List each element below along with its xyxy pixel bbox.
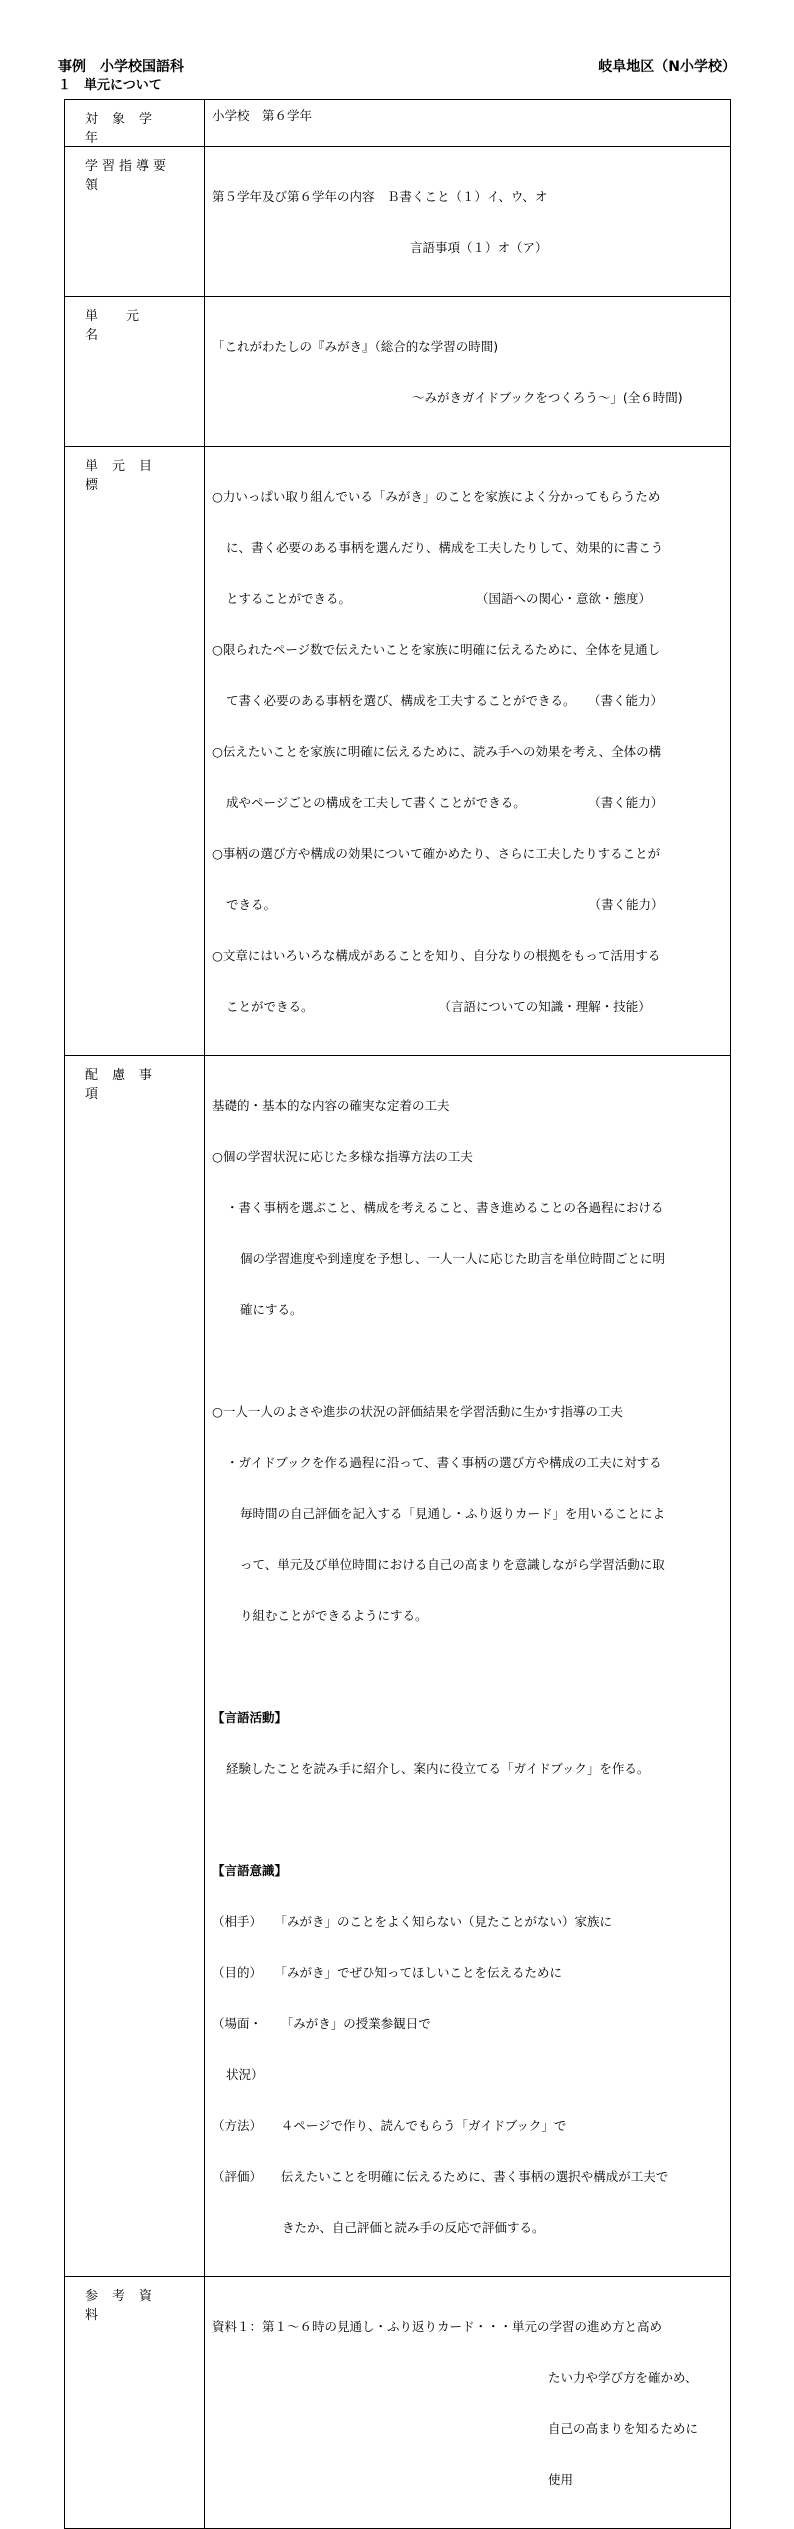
considerations-body — [205, 1056, 730, 2276]
awareness-line: （方法） ４ページで作り、読んでもらう「ガイドブック」で — [212, 2118, 567, 2133]
target-value: 小学校 第６学年 — [212, 108, 313, 123]
label-references-text: 参考資料 — [85, 2289, 167, 2323]
awareness-line: （目的） 「みがき」でぜひ知ってほしいことを伝えるために — [212, 1965, 563, 1980]
row-considerations — [65, 1056, 731, 2277]
goal-line: とすることができる。 （国語への関心・意欲・態度） — [226, 591, 652, 606]
consideration-line: 基礎的・基本的な内容の確実な定着の工夫 — [212, 1098, 450, 1113]
label-goals-text: 単元目標 — [85, 459, 167, 493]
label-guideline-text: 学習指導要領 — [85, 159, 171, 193]
consideration-line: ○個の学習状況に応じた多様な指導方法の工夫 — [212, 1149, 473, 1164]
section-heading: １ 単元について — [58, 78, 162, 93]
unit-line2: ～みがきガイドブックをつくろう～」(全６時間) — [412, 390, 683, 405]
label-unit-text: 単元名 — [85, 309, 168, 343]
unit-table — [64, 99, 731, 2529]
consideration-line: 毎時間の自己評価を記入する「見通し・ふり返りカード」を用いることによ — [240, 1506, 666, 1521]
guideline-line2: 言語事項（１）オ（ア） — [410, 240, 548, 255]
label-considerations-text: 配慮事項 — [85, 1068, 167, 1102]
goal-line: ことができる。 （言語についての知識・理解・技能） — [226, 999, 651, 1014]
region-school: 岐阜地区（N小学校） — [598, 59, 736, 75]
awareness-line: きたか、自己評価と読み手の反応で評価する。 — [282, 2220, 545, 2235]
row-guideline — [65, 147, 731, 297]
consideration-line: り組むことができるようにする。 — [240, 1608, 428, 1623]
goals-list — [205, 447, 730, 1055]
consideration-line: ○一人一人のよさや進歩の状況の評価結果を学習活動に生かす指導の工夫 — [212, 1404, 623, 1419]
goal-line: ○力いっぱい取り組んでいる「みがき」のことを家族によく分かってもらうため — [212, 489, 661, 504]
awareness-heading: 【言語意識】 — [212, 1863, 288, 1878]
row-target — [65, 100, 731, 147]
consideration-line: ・ガイドブックを作る過程に沿って、書く事柄の選び方や構成の工夫に対する — [226, 1455, 662, 1470]
reference-line: 使用 — [548, 2472, 574, 2487]
consideration-line: 確にする。 — [240, 1302, 303, 1317]
row-references — [65, 2277, 731, 2529]
row-unit — [65, 297, 731, 447]
activity-heading: 【言語活動】 — [212, 1710, 288, 1725]
goal-line: ○事柄の選び方や構成の効果について確かめたり、さらに工夫したりすることが — [212, 846, 661, 861]
goal-line: ○文章にはいろいろな構成があることを知り、自分なりの根拠をもって活用する — [212, 948, 661, 963]
awareness-line: （場面・ 「みがき」の授業参観日で — [212, 2016, 431, 2031]
goal-line: に、書く必要のある事柄を選んだり、構成を工夫したりして、効果的に書こう — [226, 540, 664, 555]
case-title: 事例 小学校国語科 — [58, 59, 184, 75]
goal-line: 成やページごとの構成を工夫して書くことができる。 （書く能力） — [226, 795, 664, 810]
awareness-line: 状況） — [226, 2067, 264, 2082]
label-target — [65, 100, 204, 146]
consideration-line: ・書く事柄を選ぶこと、構成を考えること、書き進めることの各過程における — [226, 1200, 664, 1215]
goal-line: て書く必要のある事柄を選び、構成を工夫することができる。 （書く能力） — [226, 693, 664, 708]
consideration-line: 個の学習進度や到達度を予想し、一人一人に応じた助言を単位時間ごとに明 — [240, 1251, 666, 1266]
awareness-line: （相手） 「みがき」のことをよく知らない（見たことがない）家族に — [212, 1914, 613, 1929]
goal-line: ○限られたページ数で伝えたいことを家族に明確に伝えるために、全体を見通し — [212, 642, 661, 657]
goal-line: できる。 （書く能力） — [226, 897, 664, 912]
reference-line: たい力や学び方を確かめ、 — [548, 2370, 698, 2385]
row-goals — [65, 447, 731, 1056]
reference-line: 自己の高まりを知るために — [548, 2421, 699, 2436]
awareness-line: （評価） 伝えたいことを明確に伝えるために、書く事柄の選択や構成が工夫で — [212, 2169, 669, 2184]
references-body — [205, 2277, 730, 2528]
consideration-line: って、単元及び単位時間における自己の高まりを意識しながら学習活動に取 — [240, 1557, 665, 1572]
label-target-text: 対象学年 — [85, 112, 167, 146]
reference-line: 資料１：第１～６時の見通し・ふり返りカード・・・単元の学習の進め方と高め — [212, 2319, 663, 2334]
activity-text: 経験したことを読み手に紹介し、案内に役立てる「ガイドブック」を作る。 — [226, 1761, 650, 1776]
unit-line1: 「これがわたしの『みがき』（総合的な学習の時間) — [212, 339, 499, 354]
guideline-line1: 第５学年及び第６学年の内容 Ｂ書くこと（１）イ、ウ、オ — [212, 189, 548, 204]
goal-line: ○伝えたいことを家族に明確に伝えるために、読み手への効果を考え、全体の構 — [212, 744, 662, 759]
